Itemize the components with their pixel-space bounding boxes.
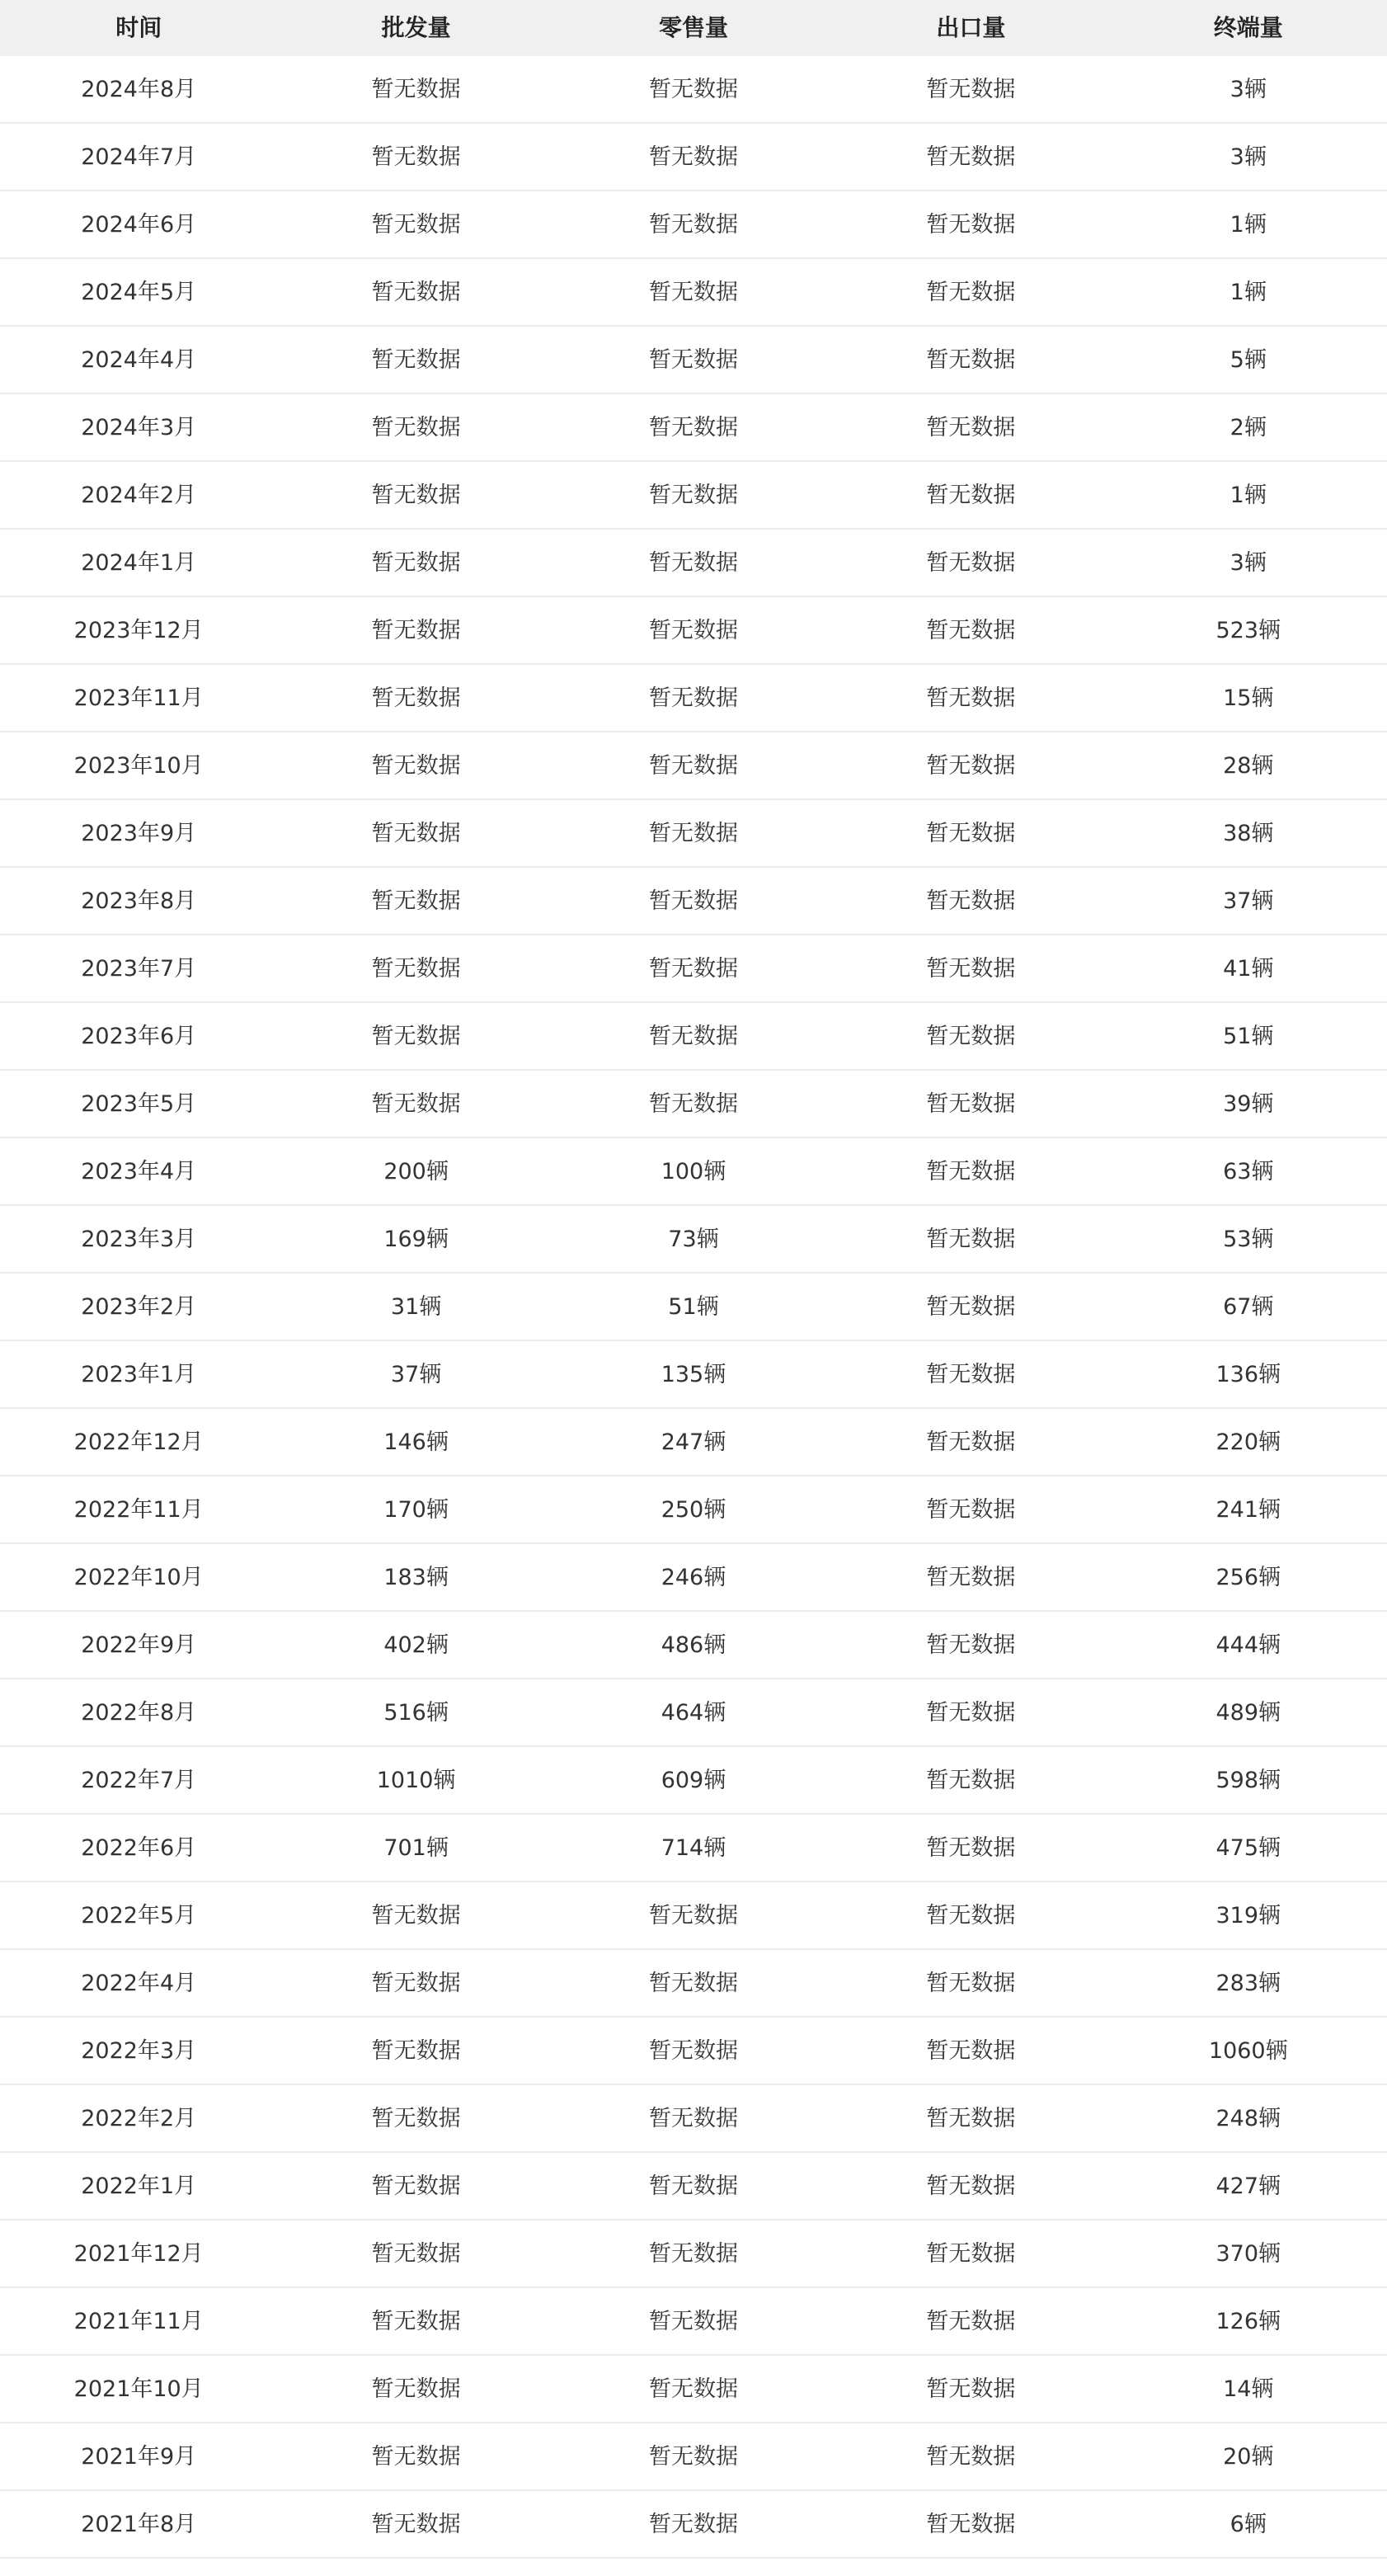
cell-wholesale: 暂无数据 <box>371 414 461 440</box>
cell-time: 2022年7月 <box>81 1767 197 1793</box>
table-row <box>0 1003 1387 1071</box>
cell-export: 暂无数据 <box>926 1632 1016 1658</box>
header-time: 时间 <box>115 14 162 41</box>
cell-terminal: 53辆 <box>1223 1226 1274 1252</box>
cell-time: 2024年3月 <box>81 414 197 440</box>
cell-time: 2022年9月 <box>81 1632 197 1658</box>
cell-export: 暂无数据 <box>926 346 1016 373</box>
cell-terminal: 3辆 <box>1229 549 1267 576</box>
cell-terminal: 3辆 <box>1229 144 1267 170</box>
cell-export: 暂无数据 <box>926 1767 1016 1793</box>
cell-terminal: 220辆 <box>1215 1429 1281 1455</box>
cell-terminal: 5辆 <box>1229 346 1267 373</box>
cell-retail: 暂无数据 <box>648 549 738 576</box>
cell-wholesale: 170辆 <box>383 1496 449 1523</box>
cell-export: 暂无数据 <box>926 1496 1016 1523</box>
cell-terminal: 20辆 <box>1223 2443 1274 2470</box>
cell-terminal: 28辆 <box>1223 752 1274 779</box>
cell-terminal: 63辆 <box>1223 1158 1274 1184</box>
cell-terminal: 15辆 <box>1223 685 1274 711</box>
cell-wholesale: 暂无数据 <box>371 76 461 102</box>
cell-wholesale: 暂无数据 <box>371 2511 461 2537</box>
cell-export: 暂无数据 <box>926 279 1016 305</box>
cell-retail: 609辆 <box>661 1767 726 1793</box>
cell-wholesale: 暂无数据 <box>371 2037 461 2064</box>
cell-time: 2024年6月 <box>81 211 197 238</box>
table-row <box>0 1206 1387 1274</box>
cell-terminal: 2辆 <box>1229 414 1267 440</box>
cell-time: 2023年9月 <box>81 820 197 846</box>
cell-export: 暂无数据 <box>926 2376 1016 2402</box>
cell-terminal: 51辆 <box>1223 1023 1274 1049</box>
cell-retail: 暂无数据 <box>648 888 738 914</box>
cell-time: 2023年12月 <box>73 617 204 643</box>
cell-wholesale: 516辆 <box>383 1699 449 1726</box>
cell-time: 2022年2月 <box>81 2105 197 2131</box>
cell-export: 暂无数据 <box>926 1970 1016 1996</box>
cell-terminal: 427辆 <box>1215 2173 1281 2199</box>
cell-export: 暂无数据 <box>926 2037 1016 2064</box>
cell-time: 2024年4月 <box>81 346 197 373</box>
cell-export: 暂无数据 <box>926 482 1016 508</box>
cell-terminal: 6辆 <box>1229 2511 1267 2537</box>
cell-retail: 135辆 <box>661 1361 726 1387</box>
cell-wholesale: 暂无数据 <box>371 2308 461 2334</box>
cell-export: 暂无数据 <box>926 685 1016 711</box>
cell-wholesale: 暂无数据 <box>371 1970 461 1996</box>
cell-retail: 51辆 <box>668 1293 719 1320</box>
cell-wholesale: 暂无数据 <box>371 2173 461 2199</box>
table-row <box>0 2491 1387 2559</box>
cell-time: 2022年4月 <box>81 1970 197 1996</box>
cell-wholesale: 暂无数据 <box>371 1090 461 1117</box>
cell-time: 2023年11月 <box>73 685 204 711</box>
cell-export: 暂无数据 <box>926 1226 1016 1252</box>
cell-wholesale: 暂无数据 <box>371 888 461 914</box>
cell-wholesale: 暂无数据 <box>371 752 461 779</box>
table-row <box>0 597 1387 665</box>
table-row <box>0 665 1387 732</box>
cell-time: 2023年3月 <box>81 1226 197 1252</box>
table-row <box>0 191 1387 259</box>
cell-export: 暂无数据 <box>926 1699 1016 1726</box>
table-row <box>0 1138 1387 1206</box>
cell-export: 暂无数据 <box>926 2173 1016 2199</box>
cell-retail: 暂无数据 <box>648 2443 738 2470</box>
cell-retail: 暂无数据 <box>648 2308 738 2334</box>
cell-terminal: 319辆 <box>1215 1902 1281 1928</box>
header-export: 出口量 <box>936 14 1006 41</box>
cell-terminal: 283辆 <box>1215 1970 1281 1996</box>
cell-export: 暂无数据 <box>926 752 1016 779</box>
cell-retail: 暂无数据 <box>648 2376 738 2402</box>
table-row <box>0 2085 1387 2153</box>
cell-time: 2023年6月 <box>81 1023 197 1049</box>
cell-terminal: 248辆 <box>1215 2105 1281 2131</box>
table-row <box>0 1544 1387 1612</box>
table-row <box>0 1612 1387 1679</box>
cell-export: 暂无数据 <box>926 2308 1016 2334</box>
table-row <box>0 935 1387 1003</box>
cell-time: 2021年9月 <box>81 2443 197 2470</box>
cell-terminal: 489辆 <box>1215 1699 1281 1726</box>
table-row <box>0 868 1387 935</box>
cell-wholesale: 暂无数据 <box>371 685 461 711</box>
cell-time: 2024年1月 <box>81 549 197 576</box>
cell-wholesale: 暂无数据 <box>371 1902 461 1928</box>
cell-retail: 暂无数据 <box>648 414 738 440</box>
cell-time: 2023年2月 <box>81 1293 197 1320</box>
cell-wholesale: 183辆 <box>383 1564 449 1590</box>
cell-retail: 暂无数据 <box>648 617 738 643</box>
cell-time: 2023年7月 <box>81 955 197 982</box>
table-row <box>0 124 1387 191</box>
cell-export: 暂无数据 <box>926 2443 1016 2470</box>
cell-retail: 暂无数据 <box>648 1090 738 1117</box>
cell-export: 暂无数据 <box>926 617 1016 643</box>
cell-wholesale: 暂无数据 <box>371 820 461 846</box>
cell-retail: 暂无数据 <box>648 346 738 373</box>
cell-export: 暂无数据 <box>926 1293 1016 1320</box>
cell-export: 暂无数据 <box>926 1564 1016 1590</box>
table-row <box>0 1679 1387 1747</box>
table-row <box>0 2220 1387 2288</box>
cell-retail: 464辆 <box>661 1699 726 1726</box>
cell-retail: 暂无数据 <box>648 2037 738 2064</box>
cell-wholesale: 暂无数据 <box>371 2105 461 2131</box>
cell-time: 2023年4月 <box>81 1158 197 1184</box>
cell-export: 暂无数据 <box>926 144 1016 170</box>
cell-time: 2022年12月 <box>73 1429 204 1455</box>
table-row <box>0 56 1387 124</box>
cell-terminal: 444辆 <box>1215 1632 1281 1658</box>
table-row <box>0 1747 1387 1815</box>
table-row <box>0 2356 1387 2423</box>
table-row <box>0 2423 1387 2491</box>
cell-wholesale: 169辆 <box>383 1226 449 1252</box>
cell-export: 暂无数据 <box>926 955 1016 982</box>
cell-export: 暂无数据 <box>926 211 1016 238</box>
cell-wholesale: 701辆 <box>383 1834 449 1861</box>
cell-time: 2023年8月 <box>81 888 197 914</box>
cell-retail: 暂无数据 <box>648 2105 738 2131</box>
cell-export: 暂无数据 <box>926 820 1016 846</box>
cell-wholesale: 暂无数据 <box>371 346 461 373</box>
cell-retail: 250辆 <box>661 1496 726 1523</box>
cell-time: 2022年1月 <box>81 2173 197 2199</box>
cell-time: 2024年2月 <box>81 482 197 508</box>
cell-export: 暂无数据 <box>926 888 1016 914</box>
cell-retail: 暂无数据 <box>648 1023 738 1049</box>
cell-time: 2022年10月 <box>73 1564 204 1590</box>
table-row <box>0 259 1387 327</box>
table-row <box>0 394 1387 462</box>
cell-terminal: 41辆 <box>1223 955 1274 982</box>
cell-retail: 暂无数据 <box>648 685 738 711</box>
cell-time: 2024年8月 <box>81 76 197 102</box>
cell-terminal: 136辆 <box>1215 1361 1281 1387</box>
cell-terminal: 67辆 <box>1223 1293 1274 1320</box>
cell-wholesale: 暂无数据 <box>371 482 461 508</box>
header-terminal: 终端量 <box>1213 14 1283 41</box>
cell-wholesale: 暂无数据 <box>371 2240 461 2267</box>
cell-terminal: 241辆 <box>1215 1496 1281 1523</box>
table-header <box>0 0 1387 56</box>
table-row <box>0 1274 1387 1341</box>
cell-retail: 714辆 <box>661 1834 726 1861</box>
cell-retail: 暂无数据 <box>648 482 738 508</box>
header-wholesale: 批发量 <box>381 14 451 41</box>
cell-retail: 暂无数据 <box>648 211 738 238</box>
table-body <box>0 56 1387 2559</box>
cell-retail: 暂无数据 <box>648 144 738 170</box>
cell-terminal: 523辆 <box>1215 617 1281 643</box>
cell-wholesale: 146辆 <box>383 1429 449 1455</box>
cell-time: 2022年6月 <box>81 1834 197 1861</box>
table-row <box>0 1476 1387 1544</box>
table-row <box>0 530 1387 597</box>
cell-retail: 暂无数据 <box>648 2511 738 2537</box>
table-row <box>0 732 1387 800</box>
cell-time: 2021年8月 <box>81 2511 197 2537</box>
cell-export: 暂无数据 <box>926 1090 1016 1117</box>
cell-time: 2022年3月 <box>81 2037 197 2064</box>
cell-retail: 暂无数据 <box>648 1970 738 1996</box>
table-row <box>0 800 1387 868</box>
cell-retail: 暂无数据 <box>648 1902 738 1928</box>
cell-wholesale: 暂无数据 <box>371 617 461 643</box>
cell-time: 2022年8月 <box>81 1699 197 1726</box>
cell-export: 暂无数据 <box>926 1834 1016 1861</box>
cell-wholesale: 暂无数据 <box>371 1023 461 1049</box>
table-row <box>0 2018 1387 2085</box>
cell-time: 2024年5月 <box>81 279 197 305</box>
cell-wholesale: 200辆 <box>383 1158 449 1184</box>
cell-export: 暂无数据 <box>926 2105 1016 2131</box>
cell-wholesale: 1010辆 <box>376 1767 456 1793</box>
cell-time: 2022年11月 <box>73 1496 204 1523</box>
cell-wholesale: 37辆 <box>390 1361 442 1387</box>
header-retail: 零售量 <box>658 14 728 41</box>
cell-retail: 暂无数据 <box>648 279 738 305</box>
cell-retail: 486辆 <box>661 1632 726 1658</box>
cell-wholesale: 31辆 <box>390 1293 442 1320</box>
cell-terminal: 1辆 <box>1229 211 1267 238</box>
cell-export: 暂无数据 <box>926 76 1016 102</box>
table-row <box>0 1409 1387 1476</box>
cell-export: 暂无数据 <box>926 1429 1016 1455</box>
cell-time: 2023年1月 <box>81 1361 197 1387</box>
cell-terminal: 475辆 <box>1215 1834 1281 1861</box>
table-row <box>0 462 1387 530</box>
cell-time: 2024年7月 <box>81 144 197 170</box>
cell-terminal: 14辆 <box>1223 2376 1274 2402</box>
table-row <box>0 327 1387 394</box>
cell-terminal: 1060辆 <box>1208 2037 1288 2064</box>
table-row <box>0 1882 1387 1950</box>
cell-export: 暂无数据 <box>926 1361 1016 1387</box>
cell-terminal: 37辆 <box>1223 888 1274 914</box>
cell-wholesale: 暂无数据 <box>371 549 461 576</box>
cell-retail: 暂无数据 <box>648 76 738 102</box>
cell-retail: 246辆 <box>661 1564 726 1590</box>
cell-export: 暂无数据 <box>926 2240 1016 2267</box>
cell-export: 暂无数据 <box>926 414 1016 440</box>
cell-time: 2023年10月 <box>73 752 204 779</box>
cell-terminal: 256辆 <box>1215 1564 1281 1590</box>
cell-terminal: 38辆 <box>1223 820 1274 846</box>
cell-time: 2021年12月 <box>73 2240 204 2267</box>
table-row <box>0 1071 1387 1138</box>
cell-time: 2022年5月 <box>81 1902 197 1928</box>
cell-terminal: 3辆 <box>1229 76 1267 102</box>
table-row <box>0 1815 1387 1882</box>
cell-retail: 暂无数据 <box>648 955 738 982</box>
cell-wholesale: 暂无数据 <box>371 2376 461 2402</box>
cell-retail: 暂无数据 <box>648 2173 738 2199</box>
cell-time: 2021年11月 <box>73 2308 204 2334</box>
cell-export: 暂无数据 <box>926 1023 1016 1049</box>
table-row <box>0 2288 1387 2356</box>
cell-export: 暂无数据 <box>926 2511 1016 2537</box>
cell-wholesale: 402辆 <box>383 1632 449 1658</box>
cell-retail: 100辆 <box>661 1158 726 1184</box>
cell-wholesale: 暂无数据 <box>371 144 461 170</box>
table-row <box>0 1950 1387 2018</box>
cell-export: 暂无数据 <box>926 1158 1016 1184</box>
cell-terminal: 1辆 <box>1229 482 1267 508</box>
table-row <box>0 1341 1387 1409</box>
table-row <box>0 2153 1387 2220</box>
cell-time: 2023年5月 <box>81 1090 197 1117</box>
cell-retail: 73辆 <box>668 1226 719 1252</box>
cell-time: 2021年10月 <box>73 2376 204 2402</box>
cell-wholesale: 暂无数据 <box>371 279 461 305</box>
cell-terminal: 598辆 <box>1215 1767 1281 1793</box>
cell-wholesale: 暂无数据 <box>371 2443 461 2470</box>
cell-export: 暂无数据 <box>926 1902 1016 1928</box>
cell-retail: 暂无数据 <box>648 2240 738 2267</box>
cell-retail: 暂无数据 <box>648 752 738 779</box>
cell-retail: 暂无数据 <box>648 820 738 846</box>
cell-wholesale: 暂无数据 <box>371 211 461 238</box>
cell-terminal: 39辆 <box>1223 1090 1274 1117</box>
cell-terminal: 126辆 <box>1215 2308 1281 2334</box>
cell-export: 暂无数据 <box>926 549 1016 576</box>
cell-retail: 247辆 <box>661 1429 726 1455</box>
cell-terminal: 1辆 <box>1229 279 1267 305</box>
cell-terminal: 370辆 <box>1215 2240 1281 2267</box>
cell-wholesale: 暂无数据 <box>371 955 461 982</box>
